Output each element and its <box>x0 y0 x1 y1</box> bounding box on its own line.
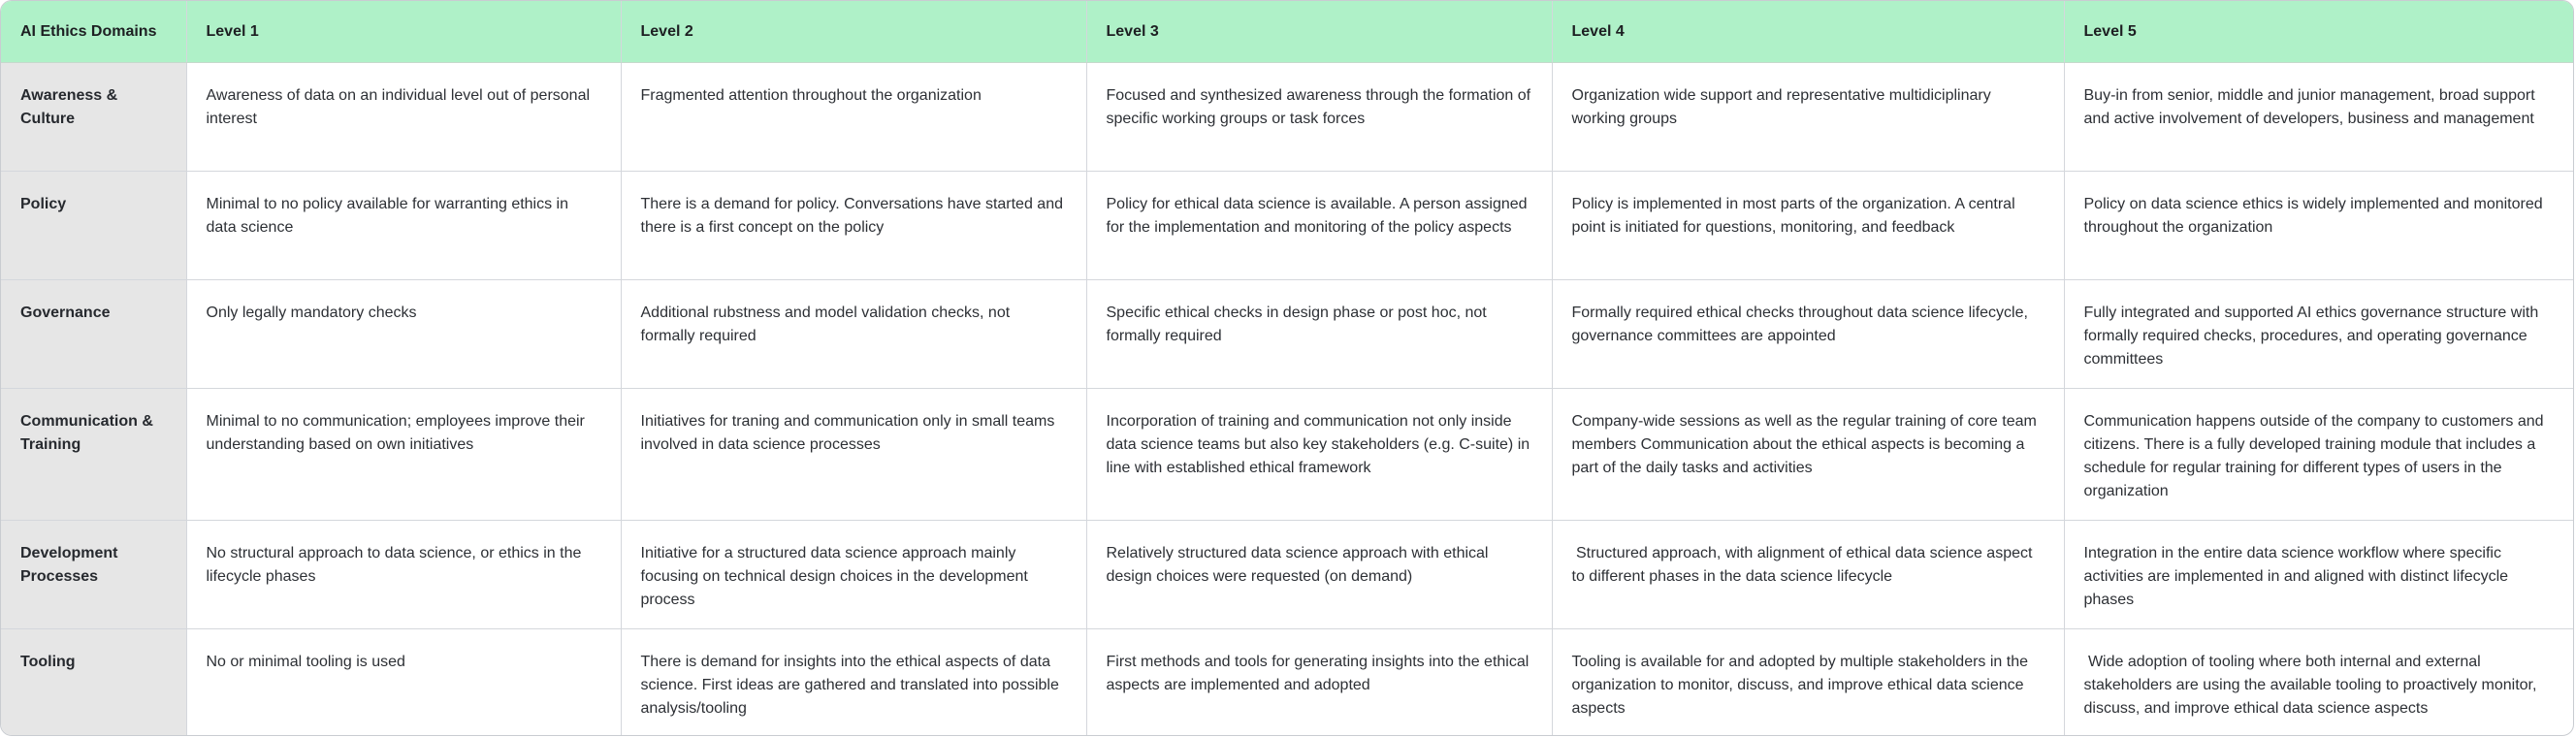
table-cell: No or minimal tooling is used <box>186 628 621 736</box>
table-cell: Awareness of data on an individual level out of personal interest <box>186 62 621 171</box>
table-cell: Formally required ethical checks throughout data science lifecycle, governance committees are appointed <box>1552 279 2064 388</box>
table-cell: Focused and synthesized awareness through the formation of specific working groups or task forces <box>1086 62 1552 171</box>
table-cell: Communication happens outside of the company to customers and citizens. There is a fully developed training module that includes a schedule for regular training for different types of users in the organization <box>2064 388 2574 520</box>
table-cell: Wide adoption of tooling where both internal and external stakeholders are using the available tooling to proactively monitor, discuss, and improve ethical data science aspects <box>2083 653 2541 717</box>
table-row <box>1 520 2574 628</box>
table-row <box>1 388 2574 520</box>
table-cell: Policy is implemented in most parts of the organization. A central point is initiated for questions, monitoring, and feedback <box>1552 171 2064 279</box>
table-cell: Policy on data science ethics is widely implemented and monitored throughout the organization <box>2064 171 2574 279</box>
table-cell: Minimal to no policy available for warranting ethics in data science <box>186 171 621 279</box>
table-cell: Specific ethical checks in design phase or post hoc, not formally required <box>1086 279 1552 388</box>
table-cell: Relatively structured data science approach with ethical design choices were requested (on demand) <box>1086 520 1552 628</box>
row-head-policy: Policy <box>1 171 186 279</box>
header-level-3: Level 3 <box>1086 1 1552 62</box>
table-cell: Integration in the entire data science workflow where specific activities are implemented in and aligned with distinct lifecycle phases <box>2064 520 2574 628</box>
table-cell: Only legally mandatory checks <box>186 279 621 388</box>
header-row <box>1 1 2574 62</box>
table-cell: Incorporation of training and communication not only inside data science teams but also key stakeholders (e.g. C-suite) in line with established ethical framework <box>1086 388 1552 520</box>
row-head-communication-training: Communication & Training <box>1 388 186 520</box>
table-cell: Fragmented attention throughout the organization <box>621 62 1086 171</box>
table-cell: No structural approach to data science, or ethics in the lifecycle phases <box>186 520 621 628</box>
table-cell: Initiative for a structured data science approach mainly focusing on technical design choices in the development process <box>621 520 1086 628</box>
table-cell: Additional rubstness and model validation checks, not formally required <box>621 279 1086 388</box>
table-cell: There is a demand for policy. Conversations have started and there is a first concept on the policy <box>621 171 1086 279</box>
table-cell: Buy-in from senior, middle and junior management, broad support and active involvement of developers, business and management <box>2064 62 2574 171</box>
header-level-5: Level 5 <box>2064 1 2574 62</box>
row-head-tooling: Tooling <box>1 628 186 736</box>
table-cell: Tooling is available for and adopted by multiple stakeholders in the organization to monitor, discuss, and improve ethical data science aspects <box>1552 628 2064 736</box>
table-row <box>1 279 2574 388</box>
row-head-development-processes: Development Processes <box>1 520 186 628</box>
table-cell: There is demand for insights into the ethical aspects of data science. First ideas are gathered and translated into possible analysis/tooling <box>621 628 1086 736</box>
table-cell: Initiatives for traning and communication only in small teams involved in data science processes <box>621 388 1086 520</box>
header-level-2: Level 2 <box>621 1 1086 62</box>
table-row <box>1 62 2574 171</box>
ai-ethics-maturity-table <box>1 1 2574 736</box>
row-head-governance: Governance <box>1 279 186 388</box>
table-cell: Organization wide support and representative multidiciplinary working groups <box>1552 62 2064 171</box>
table-cell: Policy for ethical data science is available. A person assigned for the implementation and monitoring of the policy aspects <box>1086 171 1552 279</box>
table-cell: Structured approach, with alignment of ethical data science aspect to different phases in the data science lifecycle <box>1552 520 2064 628</box>
header-level-1: Level 1 <box>186 1 621 62</box>
table-cell: Company-wide sessions as well as the regular training of core team members Communication about the ethical aspects is becoming a part of the daily tasks and activities <box>1552 388 2064 520</box>
header-domains: AI Ethics Domains <box>1 1 186 62</box>
table-row <box>1 628 2574 736</box>
table-cell: Fully integrated and supported AI ethics governance structure with formally required checks, procedures, and operating governance committees <box>2064 279 2574 388</box>
table-cell: First methods and tools for generating insights into the ethical aspects are implemented and adopted <box>1086 628 1552 736</box>
header-level-4: Level 4 <box>1552 1 2064 62</box>
row-head-awareness-culture: Awareness & Culture <box>1 62 186 171</box>
table-row <box>1 171 2574 279</box>
table-cell: Minimal to no communication; employees improve their understanding based on own initiatives <box>186 388 621 520</box>
